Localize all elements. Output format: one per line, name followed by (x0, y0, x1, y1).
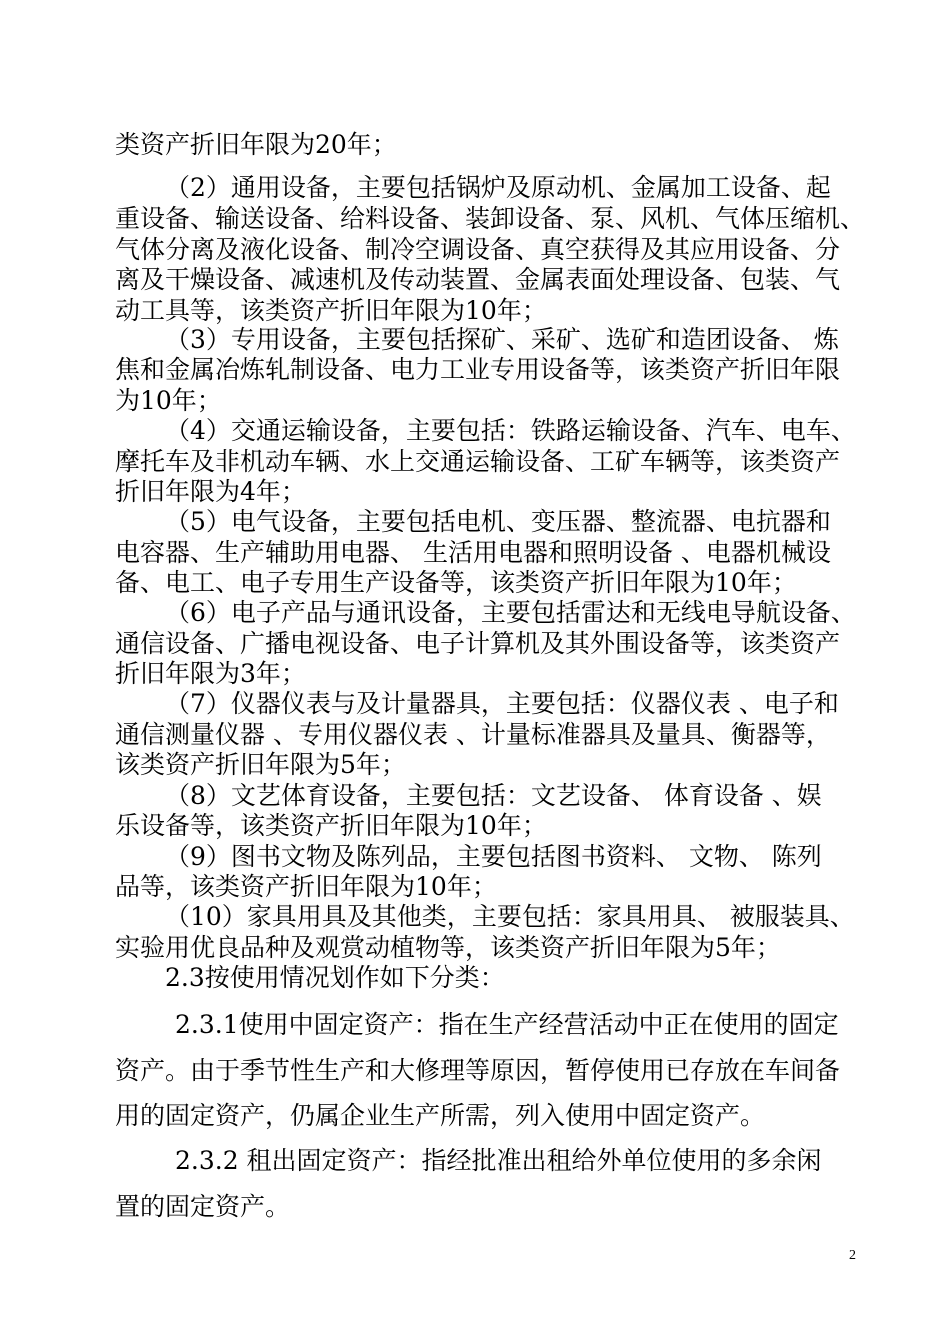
text-line: （7）仪器仪表与及计量器具，主要包括：仪器仪表 、电子和 (165, 689, 839, 718)
text-line: 类资产折旧年限为20年； (115, 130, 397, 159)
text-line: 置的固定资产。 (115, 1192, 291, 1221)
text-line: 资产。由于季节性生产和大修理等原因，暂停使用已存放在车间备 (115, 1056, 841, 1085)
text-line: 2.3.1使用中固定资产：指在生产经营活动中正在使用的固定 (175, 1010, 839, 1039)
text-line: 乐设备等，该类资产折旧年限为10年； (115, 811, 547, 840)
text-line: 折旧年限为3年； (115, 659, 306, 688)
text-line: （5）电气设备，主要包括电机、变压器、整流器、电抗器和 (165, 507, 831, 536)
text-line: （9）图书文物及陈列品，主要包括图书资料、 文物、 陈列 (165, 842, 822, 871)
text-line: 备、电工、电子专用生产设备等，该类资产折旧年限为10年； (115, 568, 797, 597)
text-line: （10）家具用具及其他类，主要包括：家具用具、 被服装具、 (165, 902, 855, 931)
text-line: 动工具等，该类资产折旧年限为10年； (115, 296, 547, 325)
text-line: （6）电子产品与通讯设备，主要包括雷达和无线电导航设备、 (165, 598, 856, 627)
text-line: 用的固定资产，仍属企业生产所需，列入使用中固定资产。 (115, 1101, 766, 1130)
text-line: 通信设备、广播电视设备、电子计算机及其外围设备等，该类资产 (115, 629, 841, 658)
text-line: （4）交通运输设备，主要包括：铁路运输设备、汽车、电车、 (165, 416, 856, 445)
text-line: 摩托车及非机动车辆、水上交通运输设备、工矿车辆等，该类资产 (115, 447, 841, 476)
text-line: 焦和金属冶炼轧制设备、电力工业专用设备等，该类资产折旧年限 (115, 355, 841, 384)
text-line: 2.3.2 租出固定资产：指经批准出租给外单位使用的多余闲 (175, 1146, 822, 1175)
text-line: 重设备、输送设备、给料设备、装卸设备、泵、风机、气体压缩机、 (115, 204, 866, 233)
text-line: 品等，该类资产折旧年限为10年； (115, 872, 497, 901)
text-line: 实验用优良品种及观赏动植物等，该类资产折旧年限为5年； (115, 933, 781, 962)
text-line: 该类资产折旧年限为5年； (115, 750, 406, 779)
text-line: 气体分离及液化设备、制冷空调设备、真空获得及其应用设备、分 (115, 235, 841, 264)
text-line: 离及干燥设备、减速机及传动装置、金属表面处理设备、包装、气 (115, 265, 841, 294)
section-heading: 2.3按使用情况划作如下分类： (165, 963, 505, 992)
text-line: 为10年； (115, 386, 222, 415)
text-line: （3）专用设备，主要包括探矿、采矿、选矿和造团设备、 炼 (165, 325, 839, 354)
text-line: 通信测量仪器 、专用仪器仪表 、计量标准器具及量具、衡器等， (115, 720, 831, 749)
page-number: 2 (849, 1248, 856, 1263)
text-line: （8）文艺体育设备，主要包括：文艺设备、 体育设备 、娱 (165, 781, 822, 810)
text-line: 折旧年限为4年； (115, 477, 306, 506)
text-line: 电容器、生产辅助用电器、 生活用电器和照明设备 、电器机械设 (115, 538, 831, 567)
text-line: （2）通用设备，主要包括锅炉及原动机、金属加工设备、起 (165, 173, 831, 202)
